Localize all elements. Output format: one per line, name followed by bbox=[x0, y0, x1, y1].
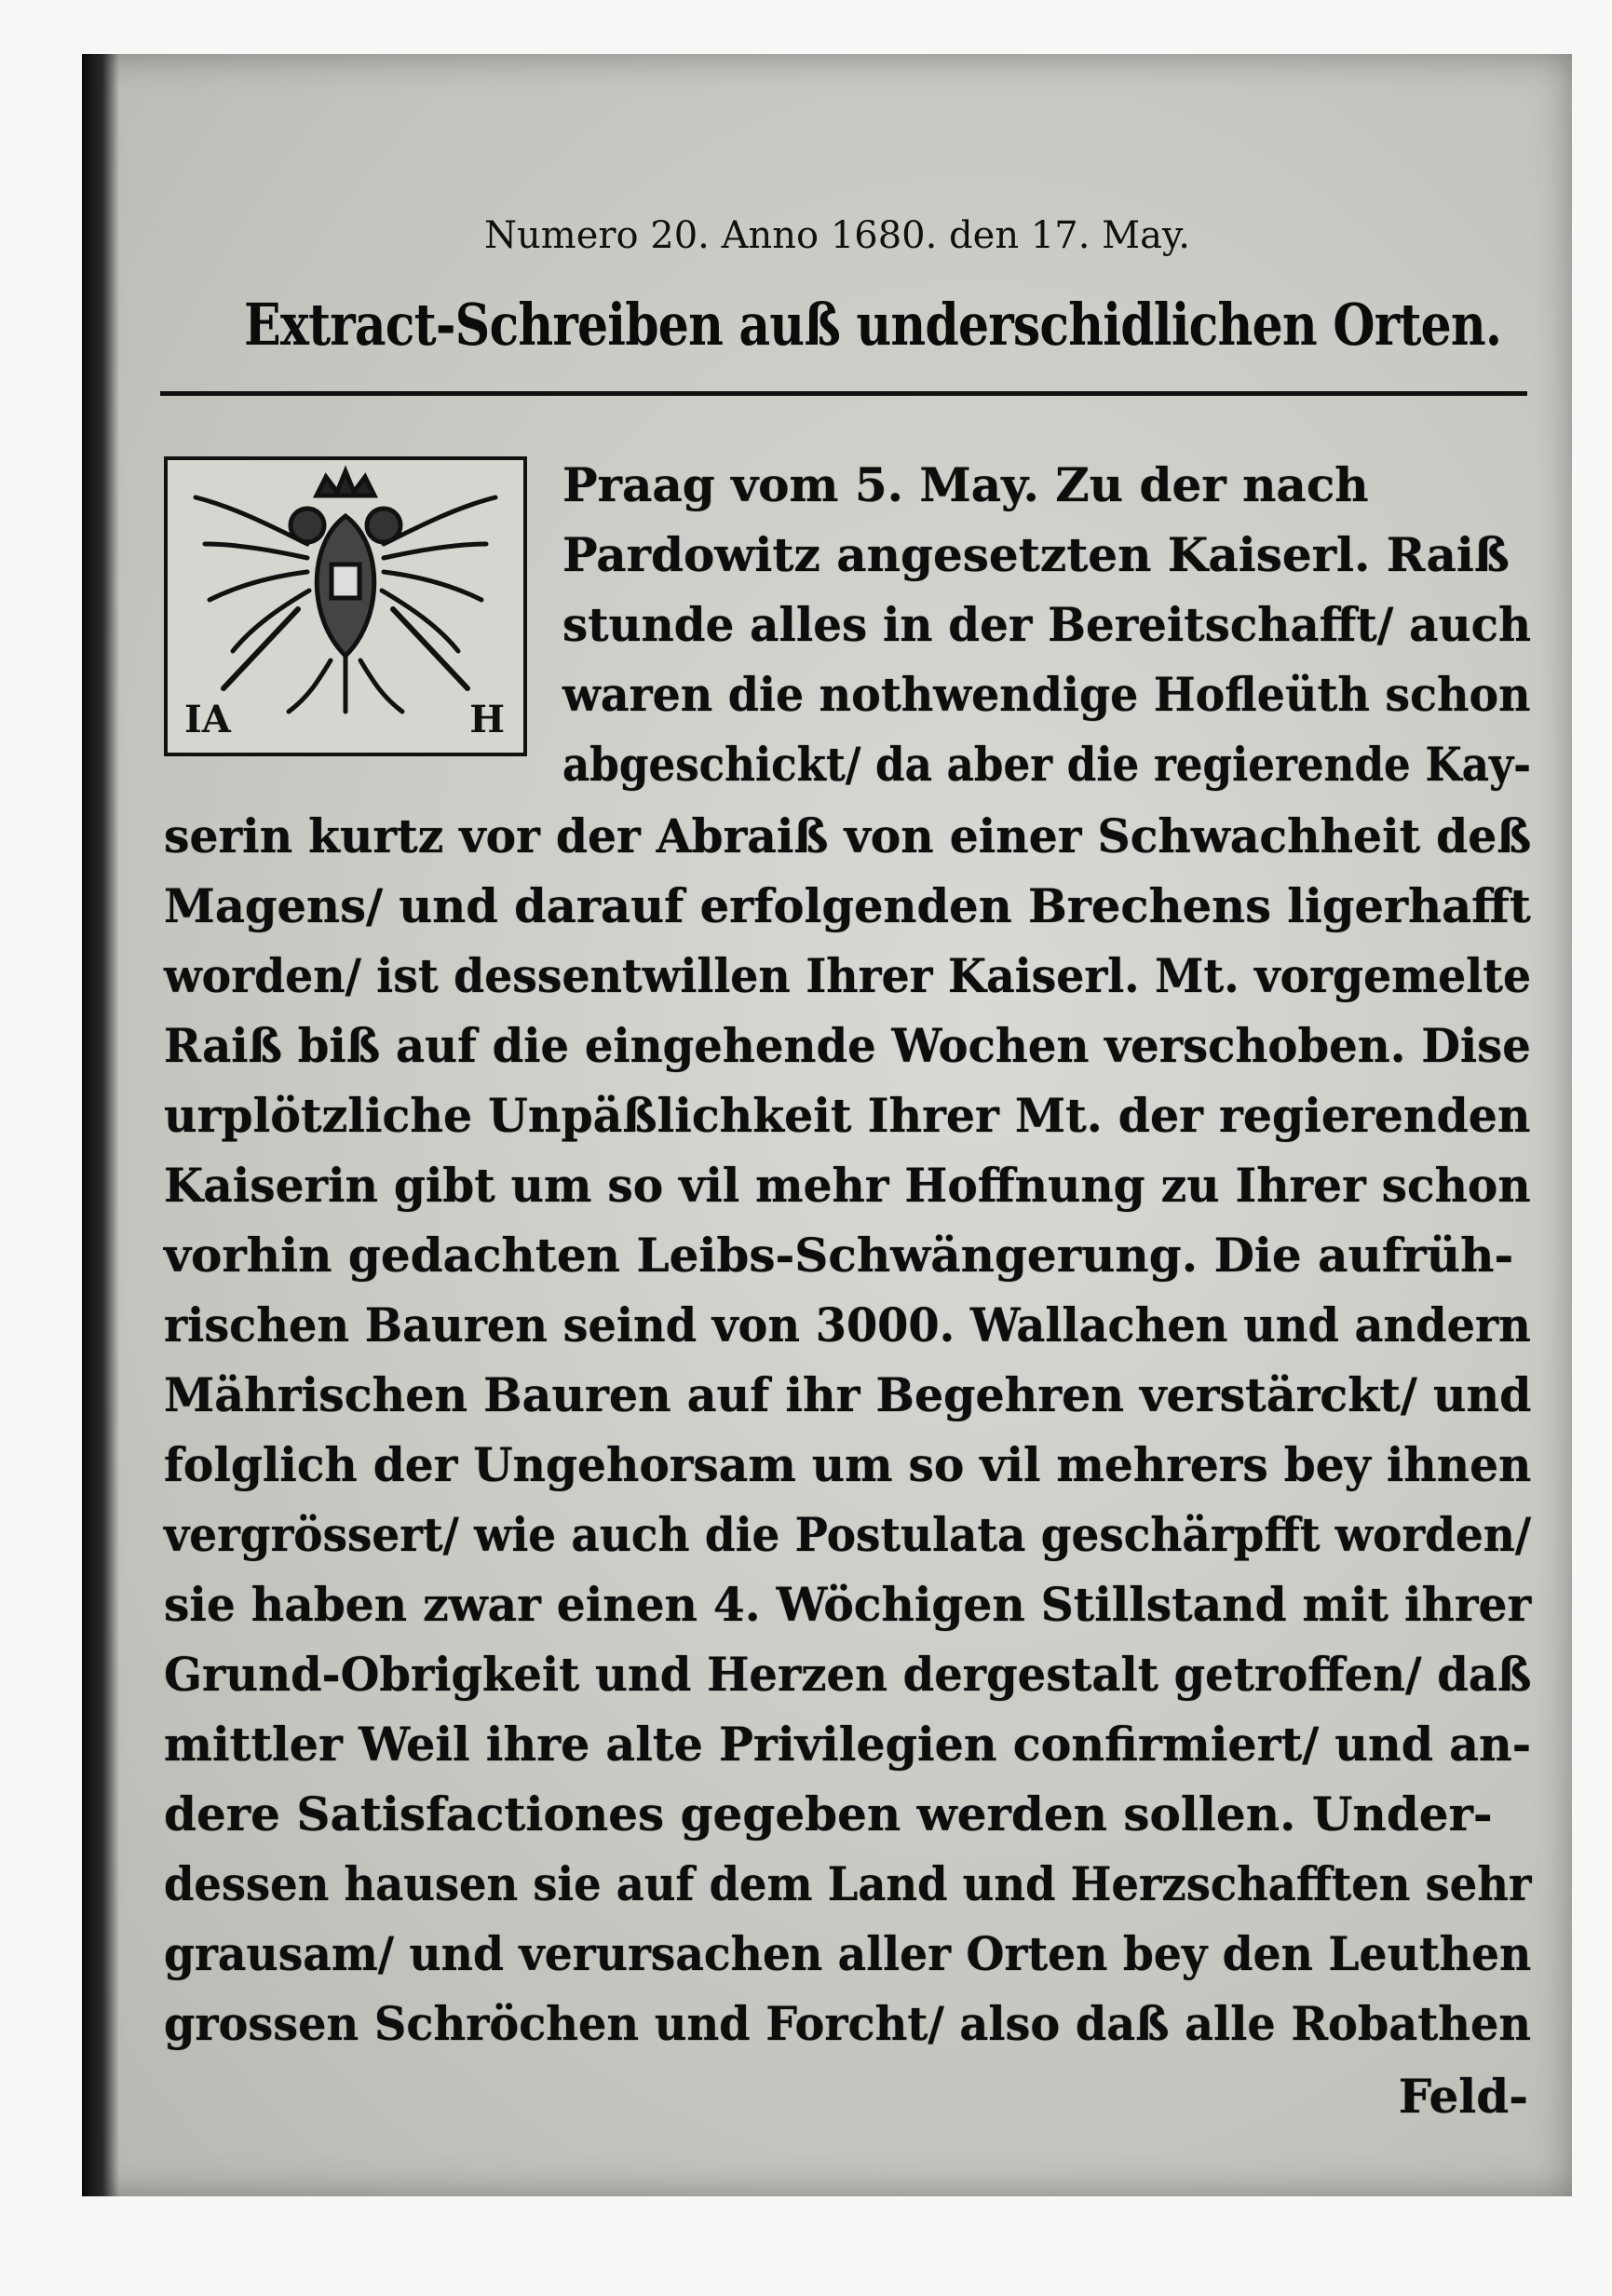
page-title: Extract-Schreiben auß underschidlichen Orten. bbox=[244, 291, 1502, 359]
body-line-7: Magens/ und darauf erfolgenden Brechens ligerhafft bbox=[164, 878, 1531, 933]
body-line-17: sie haben zwar einen 4. Wöchigen Stillstand mit ihrer bbox=[164, 1577, 1532, 1632]
issue-line: Numero 20. Anno 1680. den 17. May. bbox=[484, 214, 1190, 257]
body-line-1: Praag vom 5. May. Zu der nach bbox=[562, 457, 1369, 512]
body-line-4: waren die nothwendige Hofleüth schon bbox=[562, 667, 1531, 722]
body-line-22: grausam/ und verursachen aller Orten bey den Leuthen bbox=[164, 1926, 1532, 1981]
body-line-2: Pardowitz angesetzten Kaiserl. Raiß bbox=[562, 527, 1510, 582]
body-line-11: Kaiserin gibt um so vil mehr Hoffnung zu Ihrer schon bbox=[164, 1158, 1531, 1213]
body-line-14: Mährischen Bauren auf ihr Begehren verstärckt/ und bbox=[164, 1367, 1532, 1422]
body-line-3: stunde alles in der Bereitschafft/ auch bbox=[562, 597, 1532, 652]
body-line-13: rischen Bauren seind von 3000. Wallachen und andern bbox=[164, 1297, 1531, 1352]
body-line-12: vorhin gedachten Leibs-Schwängerung. Die aufrüh- bbox=[164, 1228, 1514, 1283]
catchword: Feld- bbox=[1398, 2069, 1528, 2124]
woodcut-initials-left: IA bbox=[184, 698, 231, 741]
body-line-10: urplötzliche Unpäßlichkeit Ihrer Mt. der regierenden bbox=[164, 1088, 1531, 1143]
body-line-23: grossen Schröchen und Forcht/ also daß alle Robathen bbox=[164, 1996, 1532, 2051]
page-binding-shadow bbox=[82, 54, 119, 2196]
body-line-9: Raiß biß auf die eingehende Wochen verschoben. Dise bbox=[164, 1018, 1531, 1073]
body-line-6: serin kurtz vor der Abraiß von einer Schwachheit deß bbox=[164, 808, 1532, 863]
body-line-15: folglich der Ungehorsam um so vil mehrers bey ihnen bbox=[164, 1437, 1532, 1492]
body-line-20: dere Satisfactiones gegeben werden sollen. Under- bbox=[164, 1787, 1493, 1841]
woodcut-emblem bbox=[164, 456, 527, 756]
body-line-5: abgeschickt/ da aber die regierende Kay- bbox=[562, 737, 1532, 792]
woodcut-initials-right: H bbox=[469, 698, 505, 741]
header-rule bbox=[160, 391, 1527, 396]
body-line-19: mittler Weil ihre alte Privilegien confirmiert/ und an- bbox=[164, 1717, 1532, 1772]
body-line-21: dessen hausen sie auf dem Land und Herzschafften sehr bbox=[164, 1856, 1532, 1911]
body-line-16: vergrössert/ wie auch die Postulata geschärpfft worden/ bbox=[164, 1507, 1532, 1562]
body-line-8: worden/ ist dessentwillen Ihrer Kaiserl. Mt. vorgemelte bbox=[164, 948, 1532, 1003]
body-line-18: Grund-Obrigkeit und Herzen dergestalt getroffen/ daß bbox=[164, 1647, 1532, 1702]
